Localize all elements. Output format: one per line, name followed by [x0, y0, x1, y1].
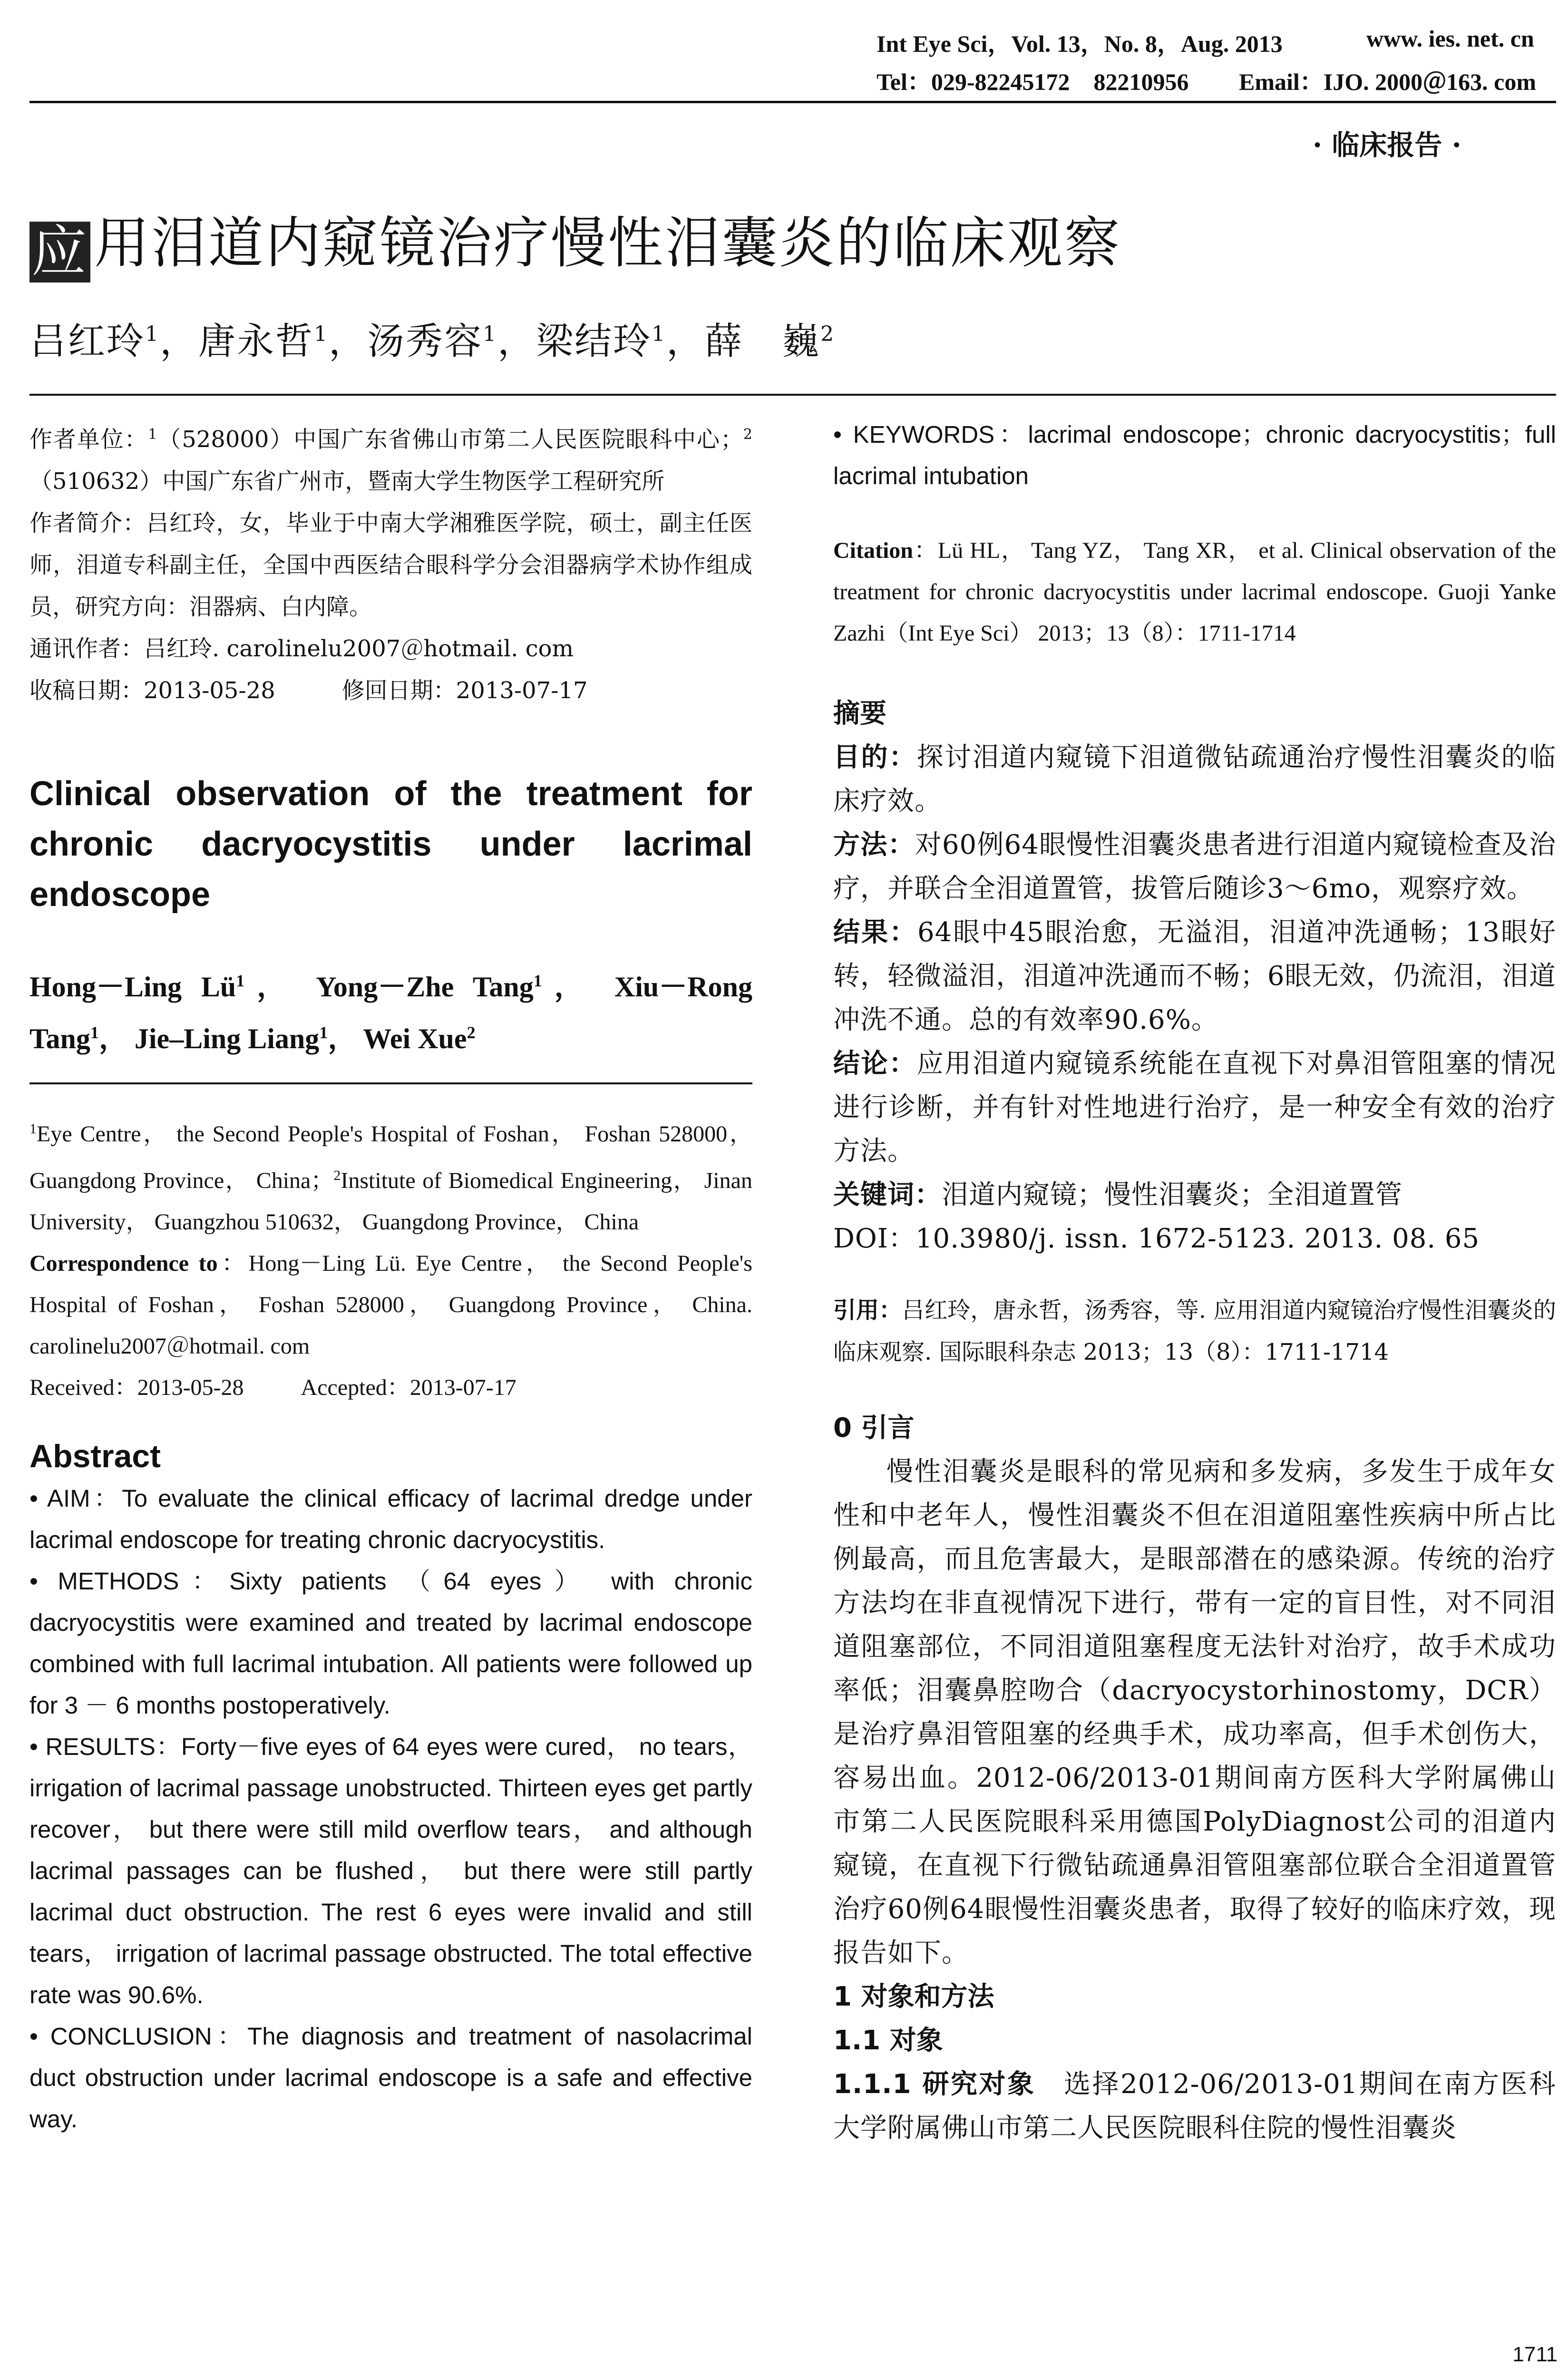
summary-label: 结果： — [833, 917, 918, 948]
author-en: Yong－Zhe Tang — [316, 971, 534, 1003]
title-rest: 用泪道内窥镜治疗慢性泪囊炎的临床观察 — [94, 211, 1121, 275]
affiliation — [29, 414, 752, 502]
article-title-cn — [29, 199, 1121, 283]
affiliation-sup: 2 — [333, 1168, 341, 1183]
revised-date-cn: 修回日期：2013-07-17 — [341, 677, 588, 704]
affiliation-text: （510632）中国广东省广州市，暨南大学生物医学工程研究所 — [29, 468, 665, 495]
summary-text: 应用泪道内窥镜系统能在直视下对鼻泪管阻塞的情况进行诊断，并有针对性地进行治疗，是一种安全有效的治疗方法。 — [833, 1048, 1557, 1167]
author-sup: 1 — [236, 971, 245, 990]
summary-keywords — [833, 1173, 1556, 1217]
accepted-date-en: Accepted：2013-07-17 — [301, 1375, 516, 1400]
author-en: Jie–Ling Liang — [134, 1023, 320, 1054]
dates-en — [29, 1367, 752, 1408]
section-1-1-1 — [833, 2063, 1556, 2150]
dates-cn — [29, 670, 752, 711]
summary-label: 结论： — [833, 1048, 917, 1079]
affiliation-label: 作者单位： — [29, 426, 148, 453]
correspondence-en — [29, 1243, 752, 1367]
intro-paragraph: 慢性泪囊炎是眼科的常见病和多发病，多发生于成年女性和中老年人，慢性泪囊炎不但在泪道阻塞性疾病中所占比例最高，而且危害最大，是眼部潜在的感染源。传统的治疗方法均在非直视情况下进行，带有一定的盲目性，对不同泪道阻塞部位，不同泪道阻塞程度无法针对治疗，故手术成功率低；泪囊鼻腔吻合（dacryocystorhinostomy，DCR）是治疗鼻泪管阻塞的经典手术，成功率高，但手术创伤大，容易出血。2012-06/2013-01期间南方医科大学附属佛山市第二人民医院眼科采用德国PolyDiagnost公司的泪道内窥镜，在直视下行微钻疏通鼻泪管阻塞部位联合全泪道置管治疗60例64眼慢性泪囊炎患者，取得了较好的临床疗效，现报告如下。 — [833, 1456, 1556, 1968]
page-number: 1711 — [1512, 2343, 1558, 2366]
author-en: Hong－Ling Lü — [29, 971, 236, 1003]
received-date-en: Received：2013-05-28 — [29, 1375, 244, 1400]
author-sup: 2 — [820, 322, 836, 346]
author-en: Wei Xue — [363, 1023, 467, 1054]
summary-methods — [833, 823, 1556, 911]
author-cn: 吕红玲 — [29, 320, 146, 363]
author-sup: 1 — [145, 322, 160, 346]
summary-conclusion — [833, 1042, 1556, 1173]
authors-cn: 吕红玲$^1$，唐永哲$^1$，汤秀容$^1$，梁结玲$^1$，薛 巍$^2$ — [29, 320, 836, 363]
summary-label: 关键词： — [833, 1179, 942, 1210]
citation-en — [833, 530, 1556, 654]
section-tag: · 临床报告 · — [1313, 129, 1461, 161]
author-cn: 唐永哲 — [198, 320, 314, 363]
summary-text: 对60例64眼慢性泪囊炎患者进行泪道内窥镜检查及治疗，并联合全泪道置管，拔管后随诊3～6mo，观察疗效。 — [833, 829, 1557, 904]
author-en: Xiu－Rong Tang — [29, 971, 752, 1054]
abstract-results: • RESULTS：Forty－five eyes of 64 eyes were cured， no tears， irrigation of lacrimal passage unobstructed. Thirteen eyes get partly recover， but there were still mild overflow tears， and although lacrimal passages can be flushed， but there were still partly lacrimal duct obstruction. The rest 6 eyes were invalid and still tears， irrigation of lacrimal passage obstructed. The total effective rate was 90.6%. — [29, 1733, 752, 2008]
abstract-methods: • METHODS：Sixty patients （64 eyes） with chronic dacryocystitis were examined and treated by lacrimal endoscope combined with full lacrimal intubation. All patients were followed up for 3 － 6 months postoperatively. — [29, 1568, 752, 1719]
citation-text: ：Lü HL， Tang YZ， Tang XR， et al. Clinical observation of the treatment for chronic dacryocystitis under lacrimal endoscope. Guoji Yanke Zazhi（Int Eye Sci） 2013；13（8）：1711-1714 — [833, 538, 1556, 646]
right-column — [833, 414, 1556, 2150]
section-1-1-1-text: 选择2012-06/2013-01期间在南方医科大学附属佛山市第二人民医院眼科住院的慢性泪囊炎 — [833, 2069, 1557, 2143]
affiliation-text: （528000）中国广东省佛山市第二人民医院眼科中心； — [157, 426, 743, 453]
author-sup: 1 — [319, 1023, 328, 1042]
author-sup: 1 — [652, 322, 667, 346]
author-cn: 汤秀容 — [367, 320, 483, 363]
correspondence-cn: 通讯作者：吕红玲. carolinelu2007＠hotmail. com — [29, 635, 574, 662]
journal-tel: Tel：029-82245172 82210956 — [877, 68, 1189, 95]
journal-email: Email：IJO. 2000＠163. com — [1239, 68, 1536, 95]
abstract-heading: Abstract — [29, 1438, 161, 1474]
article-title-en: Clinical observation of the treatment for chronic dacryocystitis under lacrimal endoscope — [29, 775, 752, 914]
affiliation-sup: 1 — [29, 1121, 37, 1137]
authors-en-rule — [29, 1082, 752, 1084]
journal-info: Int Eye Sci，Vol. 13，No. 8，Aug. 2013 — [877, 30, 1283, 57]
doi: DOI：10.3980/j. issn. 1672-5123. 2013. 08. 65 — [833, 1223, 1480, 1254]
abstract-aim: • AIM：To evaluate the clinical efficacy of lacrimal dredge under lacrimal endoscope for treating chronic dacryocystitis. — [29, 1485, 752, 1553]
author-sup: 2 — [467, 1023, 476, 1042]
citation-cn-label: 引用： — [833, 1297, 902, 1324]
author-sup: 1 — [483, 322, 498, 346]
correspondence-label: Correspondence to — [29, 1251, 218, 1276]
correspondence-text: ：Hong－Ling Lü. Eye Centre， the Second People's Hospital of Foshan， Foshan 528000， Guangdong Province， China. carolinelu2007＠hotmail. com — [29, 1251, 752, 1359]
summary-text: 64眼中45眼治愈，无溢泪，泪道冲洗通畅；13眼好转，轻微溢泪，泪道冲洗通而不畅；6眼无效，仍流泪，泪道冲洗不通。总的有效率90.6%。 — [833, 917, 1556, 1035]
received-date-cn: 收稿日期：2013-05-28 — [29, 677, 275, 704]
affiliation-sup: 2 — [743, 426, 752, 443]
affiliation-en — [29, 1108, 752, 1243]
authors-en: Hong－Ling $Lü^1$， Yong－Zhe Tang$^1$， Xiu－Rong Tang$^1$， Jie–Ling Liang$^1$， Wei Xue$^2$ — [29, 971, 752, 1054]
citation-cn-text: 吕红玲，唐永哲，汤秀容，等. 应用泪道内窥镜治疗慢性泪囊炎的临床观察. 国际眼科杂志 2013；13（8）：1711-1714 — [833, 1297, 1556, 1365]
section-1-heading: 1 对象和方法 — [833, 1981, 994, 2012]
author-sup: 1 — [90, 1023, 99, 1042]
author-cn: 薛 巍 — [705, 320, 821, 363]
summary-aim — [833, 736, 1556, 823]
header-rule — [29, 101, 1556, 103]
summary-text: 探讨泪道内窥镜下泪道微钻疏通治疗慢性泪囊炎的临床疗效。 — [833, 742, 1557, 817]
section-1-1-heading: 1.1 对象 — [833, 2025, 943, 2056]
section-1-1-1-label: 1.1.1 研究对象 — [833, 2069, 1036, 2100]
affiliation-en-text: Eye Centre， the Second People's Hospital of Foshan， Foshan 528000， Guangdong Province， China； — [29, 1121, 752, 1193]
authors-rule — [29, 394, 1556, 396]
title-first-char: 应 — [29, 222, 90, 283]
author-sup: 1 — [533, 971, 542, 990]
author-sup: 1 — [314, 322, 329, 346]
summary-label: 目的： — [833, 742, 917, 773]
author-bio: 作者简介：吕红玲，女，毕业于中南大学湘雅医学院，硕士，副主任医师，泪道专科副主任，全国中西医结合眼科学分会泪器病学术协作组成员，研究方向：泪器病、白内障。 — [29, 510, 752, 620]
citation-cn — [833, 1289, 1556, 1373]
author-cn: 梁结玲 — [536, 320, 652, 363]
abstract-conclusion: • CONCLUSION：The diagnosis and treatment of nasolacrimal duct obstruction under lacrimal endoscope is a safe and effective way. — [29, 2023, 752, 2133]
affiliation-sup: 1 — [148, 426, 157, 443]
journal-website: www. ies. net. cn — [1366, 25, 1534, 52]
summary-heading: 摘要 — [833, 698, 886, 729]
summary-label: 方法： — [833, 829, 915, 860]
intro-heading: 0 引言 — [833, 1413, 915, 1443]
left-column — [29, 414, 752, 2140]
summary-text: 泪道内窥镜；慢性泪囊炎；全泪道置管 — [942, 1179, 1402, 1210]
citation-label: Citation — [833, 538, 913, 563]
summary-results — [833, 911, 1556, 1042]
keywords-en: • KEYWORDS：lacrimal endoscope；chronic dacryocystitis；full lacrimal intubation — [833, 421, 1556, 489]
affiliation-en-text: Institute of Biomedical Engineering， Jinan University， Guangzhou 510632， Guangdong Province， China — [29, 1168, 752, 1235]
